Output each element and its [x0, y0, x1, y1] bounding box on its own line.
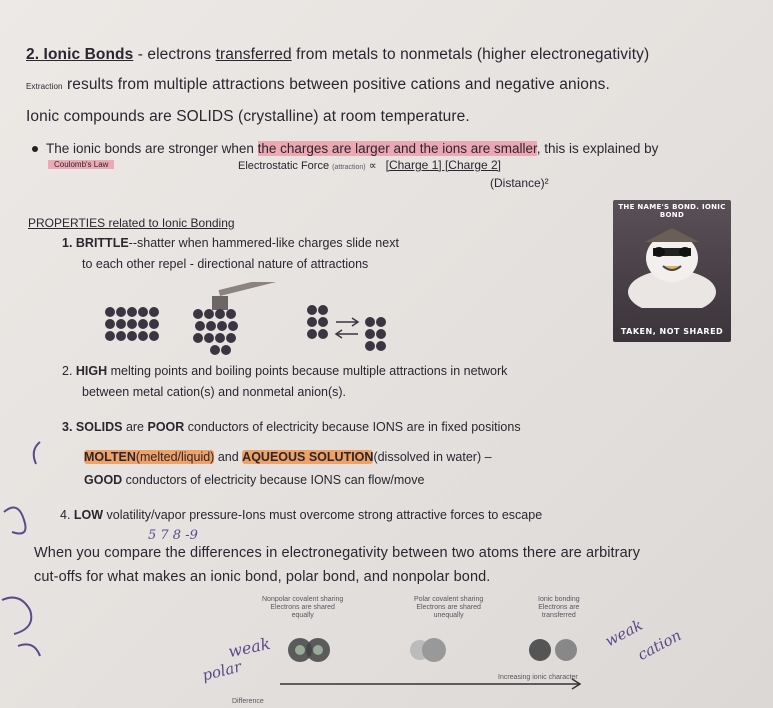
lattice-split-icon — [307, 305, 386, 351]
compare-line1: When you compare the differences in electronegativity between two atoms there are arbitrary — [34, 545, 641, 561]
ionic-bond-meme — [613, 200, 731, 342]
attraction-word: Extraction — [26, 82, 63, 91]
coulombs-law-label: Coulomb's Law — [48, 160, 114, 169]
ionic-atoms-icon — [529, 639, 577, 661]
polar-atoms-icon — [410, 638, 446, 662]
transferred-word: transferred — [215, 46, 292, 63]
property-4-line: 4. LOW volatility/vapor pressure-Ions must overcome strong attractive forces to escape — [60, 508, 543, 522]
molten-highlight: MOLTEN(melted/liquid) — [84, 450, 215, 464]
meme-bottom-text: TAKEN, NOT SHARED — [620, 327, 724, 336]
ionic-bonds-definition: 2. Ionic Bonds - electrons transferred from metals to nonmetals (higher electronegativity) — [26, 46, 650, 63]
handwritten-weak-right: weak — [602, 615, 646, 651]
lattice-intact-icon — [105, 307, 159, 341]
nonpolar-atoms-icon — [288, 638, 330, 662]
repel-arrows-icon — [336, 318, 358, 338]
force-label: Electrostatic Force — [238, 160, 330, 172]
attraction-line: Extraction results from multiple attractions between positive cations and negative anions. — [26, 76, 610, 93]
proportional-symbol: ∝ — [368, 160, 377, 172]
property-1-line2: to each other repel - directional nature of attractions — [82, 257, 369, 271]
penguin-meme-icon — [623, 222, 721, 308]
force-equation: Electrostatic Force (attraction) ∝ [Charge 1] [Charge 2] — [238, 158, 502, 172]
property-3-line1: 3. SOLIDS are POOR conductors of electricity because IONS are in fixed positions — [62, 420, 521, 434]
handwritten-numbers: 5 7 8 -9 — [148, 528, 198, 543]
solids-line: Ionic compounds are SOLIDS (crystalline) at room temperature. — [26, 108, 470, 125]
property-2-line2: between metal cation(s) and nonmetal anion(s). — [82, 385, 347, 399]
property-3-line3: GOOD conductors of electricity because IONS can flow/move — [84, 473, 425, 487]
brittle-lattice-illustration — [100, 282, 400, 362]
properties-heading: PROPERTIES related to Ionic Bonding — [28, 216, 235, 230]
ionic-character-label: Increasing ionic character — [498, 674, 578, 681]
property-3-line2: MOLTEN(melted/liquid) and AQUEOUS SOLUTION(dissolved in water) – — [84, 450, 492, 464]
lattice-hit-icon — [193, 309, 238, 355]
polar-column-label: Polar covalent sharing Electrons are shared unequally — [414, 596, 484, 619]
handwritten-cation: cation — [634, 626, 685, 664]
bullet-icon — [32, 146, 38, 152]
coulomb-row — [48, 158, 114, 170]
handwritten-weak-left: weak — [226, 633, 272, 662]
hammer-icon — [212, 282, 288, 310]
compare-line2: cut-offs for what makes an ionic bond, polar bond, and nonpolar bond. — [34, 569, 491, 585]
ionic-column-label: Ionic bonding Electrons are transferred — [538, 596, 580, 619]
difference-label: Difference — [232, 698, 264, 705]
highlight-charges: the charges are larger and the ions are smaller — [257, 141, 537, 156]
handwritten-polar: polar — [200, 657, 244, 685]
property-1-line1: 1. BRITTLE--shatter when hammered-like charges slide next — [62, 236, 399, 250]
aqueous-highlight: AQUEOUS SOLUTION — [242, 450, 374, 464]
property-2-line1: 2. HIGH melting points and boiling points because multiple attractions in network — [62, 364, 508, 378]
margin-doodles — [0, 420, 60, 680]
distance-denominator: (Distance)² — [490, 176, 549, 190]
section-heading: 2. Ionic Bonds — [26, 46, 134, 63]
bond-types-diagram — [260, 628, 590, 698]
nonpolar-column-label: Nonpolar covalent sharing Electrons are shared equally — [262, 596, 344, 619]
charges-numerator: [Charge 1] [Charge 2] — [385, 158, 502, 172]
meme-top-text: THE NAME'S BOND. IONIC BOND — [618, 203, 726, 219]
stronger-bullet: The ionic bonds are stronger when the charges are larger and the ions are smaller, this is explained by — [32, 141, 658, 156]
